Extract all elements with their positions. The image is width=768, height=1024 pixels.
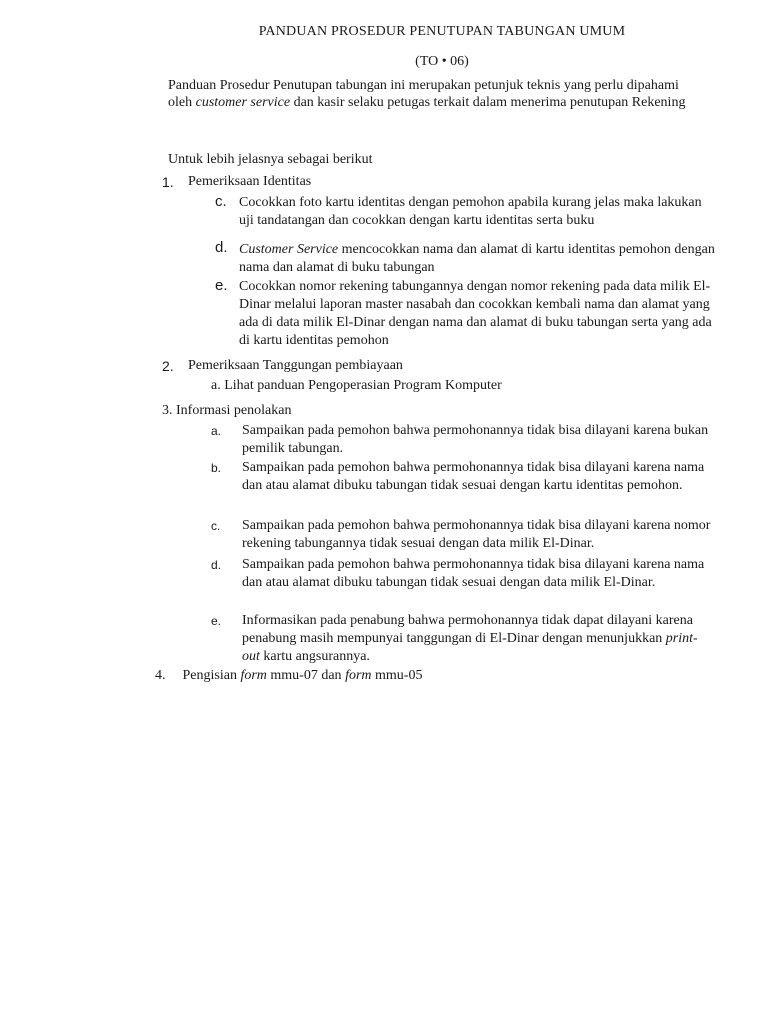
intro-italic: customer service	[195, 95, 291, 110]
s3-e-marker: e.	[211, 614, 222, 628]
section-1-heading	[162, 173, 312, 193]
section-4-form-2: form	[345, 668, 372, 683]
section-1-title: Pemeriksaan Identitas	[188, 174, 312, 189]
intro-text-2: dan kasir selaku petugas terkait dalam menerima penutupan Rekening	[290, 95, 686, 110]
s3-b-text: Sampaikan pada pemohon bahwa permohonannya tidak bisa dilayani karena nama dan atau alamat dibuku tabungan tidak sesuai dengan kartu identitas pemohon.	[242, 460, 705, 493]
s1-e-text: Cocokkan nomor rekening tabungannya dengan nomor rekening pada data milik El-Dinar melalui laporan master nasabah dan cocokkan kembali nama dan alamat yang ada di data milik El-Dinar dengan nama dan alamat di buku tabungan serta yang ada di kartu identitas pemohon	[239, 279, 712, 348]
s1-e-marker: e.	[215, 277, 228, 294]
s3-d-text: Sampaikan pada pemohon bahwa permohonannya tidak bisa dilayani karena nama dan atau alamat dibuku tabungan tidak sesuai dengan data milik El-Dinar.	[242, 557, 705, 590]
s3-d-marker: d.	[211, 558, 222, 572]
s1-d-rest: mencocokkan nama dan alamat di kartu identitas pemohon dengan nama dan alamat di buku tabungan	[239, 242, 715, 275]
s1-d-italic: Customer Service	[239, 242, 339, 257]
s3-c-text: Sampaikan pada pemohon bahwa permohonannya tidak bisa dilayani karena nomor rekening tabungannya tidak sesuai dengan data milik El-Dinar.	[242, 518, 711, 551]
intro-text-1: Panduan Prosedur Penutupan tabungan ini merupakan petunjuk teknis yang perlu dipahami oleh	[168, 78, 679, 110]
s3-e-text-1: Informasikan pada penabung bahwa permohonannya tidak dapat dilayani karena penabung masih mempunyai tanggungan di El-Dinar dengan menunjukkan	[242, 613, 693, 646]
s3-e-text	[242, 612, 712, 666]
section-2-heading	[162, 357, 403, 377]
s3-c-marker: c.	[211, 519, 221, 533]
document-title: PANDUAN PROSEDUR PENUTUPAN TABUNGAN UMUM	[258, 24, 626, 39]
s3-a-text: Sampaikan pada pemohon bahwa permohonannya tidak bisa dilayani karena bukan pemilik tabungan.	[242, 423, 709, 456]
section-4-heading	[155, 667, 422, 685]
section-4-text-2: mmu-07 dan	[266, 668, 346, 683]
section-4-text-1: Pengisian	[182, 668, 241, 683]
section-4-text-3: mmu-05	[371, 668, 423, 683]
s3-e-text-2: kartu angsurannya.	[259, 649, 370, 664]
section-4-number: 4.	[155, 668, 166, 683]
s1-c-text: Cocokkan foto kartu identitas dengan pemohon apabila kurang jelas maka lakukan uji tandatangan dan cocokkan dengan kartu identitas serta buku	[239, 195, 702, 228]
section-1-number: 1.	[162, 174, 174, 190]
s2-a-text: a. Lihat panduan Pengoperasian Program Komputer	[211, 378, 502, 393]
s3-e-italic: print-out	[242, 631, 698, 664]
section-2-number: 2.	[162, 358, 174, 374]
s1-c-marker: c.	[215, 193, 227, 210]
s1-d-text	[239, 241, 729, 277]
section-2-title: Pemeriksaan Tanggungan pembiayaan	[188, 358, 403, 373]
s3-a-marker: a.	[211, 424, 222, 438]
section-3-heading: 3. Informasi penolakan	[162, 403, 292, 418]
intro-paragraph	[168, 77, 698, 111]
lead-sentence: Untuk lebih jelasnya sebagai berikut	[168, 152, 373, 167]
s3-b-marker: b.	[211, 461, 222, 475]
section-4-form-1: form	[240, 668, 267, 683]
document-code: (TO • 06)	[415, 54, 469, 69]
s1-d-marker: d.	[215, 239, 228, 256]
